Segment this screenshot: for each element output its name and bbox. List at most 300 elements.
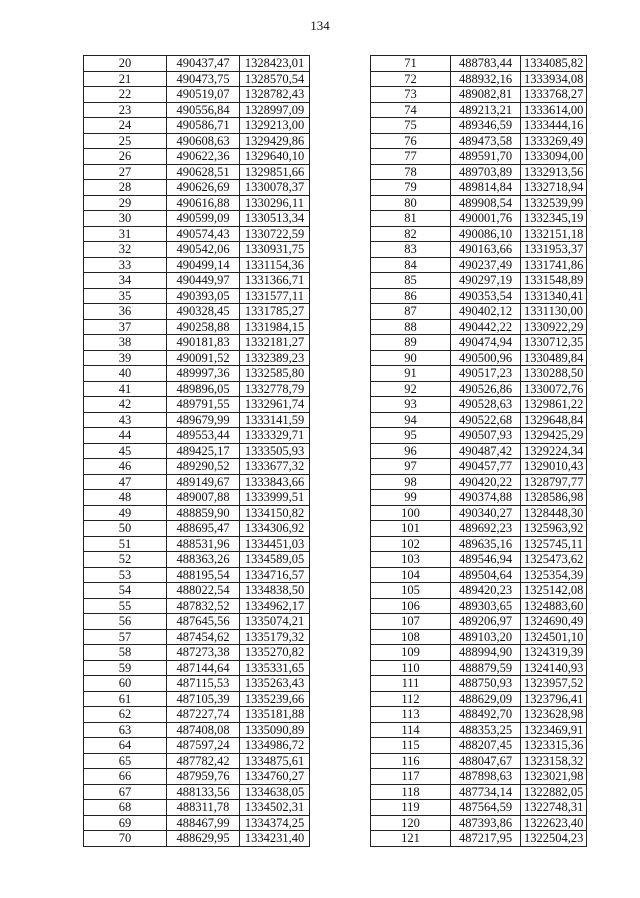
x-coordinate-cell: 488363,26 [167,552,240,568]
point-number-cell: 83 [371,242,451,258]
y-coordinate-cell: 1330072,76 [521,381,587,397]
point-number-cell: 120 [371,815,451,831]
y-coordinate-cell: 1334502,31 [240,800,310,816]
y-coordinate-cell: 1333329,71 [240,428,310,444]
table-row [84,831,310,847]
table-row [84,598,310,614]
y-coordinate-cell: 1323628,98 [521,707,587,723]
table-row [371,304,587,320]
table-row [371,118,587,134]
table-row [371,381,587,397]
point-number-cell: 81 [371,211,451,227]
x-coordinate-cell: 490181,83 [167,335,240,351]
x-coordinate-cell: 487227,74 [167,707,240,723]
y-coordinate-cell: 1330931,75 [240,242,310,258]
y-coordinate-cell: 1335181,88 [240,707,310,723]
point-number-cell: 77 [371,149,451,165]
y-coordinate-cell: 1333505,93 [240,443,310,459]
y-coordinate-cell: 1331340,41 [521,288,587,304]
point-number-cell: 71 [371,56,451,72]
x-coordinate-cell: 489007,88 [167,490,240,506]
table-row [84,660,310,676]
point-number-cell: 52 [84,552,167,568]
table-row [84,676,310,692]
x-coordinate-cell: 489896,05 [167,381,240,397]
table-row [84,319,310,335]
table-row [371,474,587,490]
x-coordinate-cell: 489103,20 [451,629,521,645]
x-coordinate-cell: 490086,10 [451,226,521,242]
y-coordinate-cell: 1328570,54 [240,71,310,87]
point-number-cell: 35 [84,288,167,304]
table-row [84,102,310,118]
table-row [371,56,587,72]
x-coordinate-cell: 489553,44 [167,428,240,444]
point-number-cell: 85 [371,273,451,289]
point-number-cell: 36 [84,304,167,320]
point-number-cell: 73 [371,87,451,103]
y-coordinate-cell: 1329429,86 [240,133,310,149]
y-coordinate-cell: 1329425,29 [521,428,587,444]
y-coordinate-cell: 1328797,77 [521,474,587,490]
x-coordinate-cell: 490519,07 [167,87,240,103]
y-coordinate-cell: 1335239,66 [240,691,310,707]
x-coordinate-cell: 487898,63 [451,769,521,785]
point-number-cell: 93 [371,397,451,413]
point-number-cell: 80 [371,195,451,211]
table-row [84,242,310,258]
y-coordinate-cell: 1333141,59 [240,412,310,428]
x-coordinate-cell: 489814,84 [451,180,521,196]
point-number-cell: 121 [371,831,451,847]
x-coordinate-cell: 487454,62 [167,629,240,645]
x-coordinate-cell: 489213,21 [451,102,521,118]
y-coordinate-cell: 1328423,01 [240,56,310,72]
y-coordinate-cell: 1324501,10 [521,629,587,645]
coordinates-table-right [370,55,587,847]
x-coordinate-cell: 489703,89 [451,164,521,180]
point-number-cell: 47 [84,474,167,490]
table-row [371,536,587,552]
point-number-cell: 105 [371,583,451,599]
table-row [371,800,587,816]
y-coordinate-cell: 1323315,36 [521,738,587,754]
point-number-cell: 112 [371,691,451,707]
y-coordinate-cell: 1331785,27 [240,304,310,320]
table-row [371,180,587,196]
point-number-cell: 62 [84,707,167,723]
x-coordinate-cell: 487645,56 [167,614,240,630]
point-number-cell: 34 [84,273,167,289]
table-row [371,567,587,583]
x-coordinate-cell: 489303,65 [451,598,521,614]
point-number-cell: 50 [84,521,167,537]
x-coordinate-cell: 490626,69 [167,180,240,196]
table-row [371,87,587,103]
x-coordinate-cell: 490526,86 [451,381,521,397]
x-coordinate-cell: 488750,93 [451,676,521,692]
y-coordinate-cell: 1334306,92 [240,521,310,537]
x-coordinate-cell: 487782,42 [167,753,240,769]
table-row [84,381,310,397]
x-coordinate-cell: 490437,47 [167,56,240,72]
x-coordinate-cell: 490616,88 [167,195,240,211]
table-row [84,257,310,273]
table-row [371,412,587,428]
table-row [371,443,587,459]
point-number-cell: 49 [84,505,167,521]
y-coordinate-cell: 1328586,98 [521,490,587,506]
point-number-cell: 68 [84,800,167,816]
point-number-cell: 110 [371,660,451,676]
x-coordinate-cell: 489997,36 [167,366,240,382]
point-number-cell: 30 [84,211,167,227]
x-coordinate-cell: 487564,59 [451,800,521,816]
y-coordinate-cell: 1331130,00 [521,304,587,320]
point-number-cell: 113 [371,707,451,723]
x-coordinate-cell: 487832,52 [167,598,240,614]
point-number-cell: 74 [371,102,451,118]
y-coordinate-cell: 1330722,59 [240,226,310,242]
y-coordinate-cell: 1333614,00 [521,102,587,118]
point-number-cell: 70 [84,831,167,847]
y-coordinate-cell: 1328782,43 [240,87,310,103]
point-number-cell: 25 [84,133,167,149]
point-number-cell: 59 [84,660,167,676]
x-coordinate-cell: 490499,14 [167,257,240,273]
table-row [84,521,310,537]
table-row [84,769,310,785]
x-coordinate-cell: 488133,56 [167,784,240,800]
y-coordinate-cell: 1332345,19 [521,211,587,227]
table-row [84,149,310,165]
point-number-cell: 53 [84,567,167,583]
y-coordinate-cell: 1330296,11 [240,195,310,211]
point-number-cell: 102 [371,536,451,552]
x-coordinate-cell: 488047,67 [451,753,521,769]
table-row [371,428,587,444]
y-coordinate-cell: 1330712,35 [521,335,587,351]
point-number-cell: 119 [371,800,451,816]
table-row [371,459,587,475]
point-number-cell: 95 [371,428,451,444]
point-number-cell: 39 [84,350,167,366]
x-coordinate-cell: 490473,75 [167,71,240,87]
point-number-cell: 48 [84,490,167,506]
table-row [84,567,310,583]
y-coordinate-cell: 1333444,16 [521,118,587,134]
table-row [371,226,587,242]
y-coordinate-cell: 1334231,40 [240,831,310,847]
table-row [371,598,587,614]
point-number-cell: 84 [371,257,451,273]
x-coordinate-cell: 490353,54 [451,288,521,304]
point-number-cell: 61 [84,691,167,707]
table-row [84,164,310,180]
x-coordinate-cell: 488022,54 [167,583,240,599]
point-number-cell: 94 [371,412,451,428]
x-coordinate-cell: 489908,54 [451,195,521,211]
y-coordinate-cell: 1333094,00 [521,149,587,165]
x-coordinate-cell: 488859,90 [167,505,240,521]
table-row [371,195,587,211]
point-number-cell: 44 [84,428,167,444]
x-coordinate-cell: 490442,22 [451,319,521,335]
x-coordinate-cell: 488994,90 [451,645,521,661]
point-number-cell: 109 [371,645,451,661]
point-number-cell: 43 [84,412,167,428]
table-row [84,583,310,599]
x-coordinate-cell: 488629,95 [167,831,240,847]
point-number-cell: 101 [371,521,451,537]
x-coordinate-cell: 489791,55 [167,397,240,413]
y-coordinate-cell: 1334150,82 [240,505,310,521]
y-coordinate-cell: 1331577,11 [240,288,310,304]
point-number-cell: 116 [371,753,451,769]
table-row [84,397,310,413]
table-row [371,288,587,304]
table-row [371,397,587,413]
y-coordinate-cell: 1334875,61 [240,753,310,769]
table-row [84,288,310,304]
y-coordinate-cell: 1324883,60 [521,598,587,614]
x-coordinate-cell: 490297,19 [451,273,521,289]
x-coordinate-cell: 490608,63 [167,133,240,149]
y-coordinate-cell: 1329851,66 [240,164,310,180]
table-row [371,645,587,661]
point-number-cell: 66 [84,769,167,785]
point-number-cell: 57 [84,629,167,645]
point-number-cell: 78 [371,164,451,180]
x-coordinate-cell: 489149,67 [167,474,240,490]
x-coordinate-cell: 489546,94 [451,552,521,568]
table-row [371,366,587,382]
y-coordinate-cell: 1334638,05 [240,784,310,800]
table-row [84,56,310,72]
x-coordinate-cell: 487144,64 [167,660,240,676]
x-coordinate-cell: 490628,51 [167,164,240,180]
x-coordinate-cell: 488353,25 [451,722,521,738]
table-row [84,707,310,723]
table-row [371,784,587,800]
x-coordinate-cell: 490449,97 [167,273,240,289]
table-row [371,211,587,227]
y-coordinate-cell: 1334451,03 [240,536,310,552]
table-row [371,273,587,289]
table-row [371,660,587,676]
point-number-cell: 27 [84,164,167,180]
table-row [371,707,587,723]
coordinates-table-left [83,55,310,847]
y-coordinate-cell: 1324140,93 [521,660,587,676]
x-coordinate-cell: 490599,09 [167,211,240,227]
table-row [371,614,587,630]
table-row [84,536,310,552]
point-number-cell: 106 [371,598,451,614]
point-number-cell: 115 [371,738,451,754]
table-row [84,629,310,645]
x-coordinate-cell: 490556,84 [167,102,240,118]
table-row [84,273,310,289]
point-number-cell: 82 [371,226,451,242]
y-coordinate-cell: 1335270,82 [240,645,310,661]
table-row [84,784,310,800]
table-row [371,335,587,351]
table-row [84,412,310,428]
table-row [84,753,310,769]
point-number-cell: 87 [371,304,451,320]
table-row [371,505,587,521]
point-number-cell: 33 [84,257,167,273]
y-coordinate-cell: 1332913,56 [521,164,587,180]
table-row [84,350,310,366]
point-number-cell: 64 [84,738,167,754]
x-coordinate-cell: 488531,96 [167,536,240,552]
y-coordinate-cell: 1323957,52 [521,676,587,692]
table-row [84,180,310,196]
x-coordinate-cell: 490420,22 [451,474,521,490]
x-coordinate-cell: 487115,53 [167,676,240,692]
table-row [84,226,310,242]
y-coordinate-cell: 1335090,89 [240,722,310,738]
x-coordinate-cell: 489290,52 [167,459,240,475]
table-row [84,614,310,630]
y-coordinate-cell: 1324319,39 [521,645,587,661]
y-coordinate-cell: 1331154,36 [240,257,310,273]
point-number-cell: 88 [371,319,451,335]
table-row [84,505,310,521]
y-coordinate-cell: 1332539,99 [521,195,587,211]
y-coordinate-cell: 1332585,80 [240,366,310,382]
x-coordinate-cell: 490507,93 [451,428,521,444]
table-row [84,815,310,831]
y-coordinate-cell: 1334085,82 [521,56,587,72]
y-coordinate-cell: 1322882,05 [521,784,587,800]
point-number-cell: 76 [371,133,451,149]
x-coordinate-cell: 490457,77 [451,459,521,475]
table-row [84,691,310,707]
y-coordinate-cell: 1331548,89 [521,273,587,289]
table-row [84,335,310,351]
x-coordinate-cell: 487597,24 [167,738,240,754]
point-number-cell: 92 [371,381,451,397]
x-coordinate-cell: 490258,88 [167,319,240,335]
x-coordinate-cell: 488879,59 [451,660,521,676]
y-coordinate-cell: 1325745,11 [521,536,587,552]
y-coordinate-cell: 1330513,34 [240,211,310,227]
x-coordinate-cell: 489346,59 [451,118,521,134]
y-coordinate-cell: 1335179,32 [240,629,310,645]
y-coordinate-cell: 1330288,50 [521,366,587,382]
y-coordinate-cell: 1332181,27 [240,335,310,351]
y-coordinate-cell: 1331366,71 [240,273,310,289]
y-coordinate-cell: 1333269,49 [521,133,587,149]
y-coordinate-cell: 1322623,40 [521,815,587,831]
table-row [371,257,587,273]
point-number-cell: 60 [84,676,167,692]
x-coordinate-cell: 490522,68 [451,412,521,428]
y-coordinate-cell: 1334374,25 [240,815,310,831]
y-coordinate-cell: 1330489,84 [521,350,587,366]
y-coordinate-cell: 1329648,84 [521,412,587,428]
y-coordinate-cell: 1334760,27 [240,769,310,785]
x-coordinate-cell: 490474,94 [451,335,521,351]
x-coordinate-cell: 489420,23 [451,583,521,599]
point-number-cell: 111 [371,676,451,692]
x-coordinate-cell: 487734,14 [451,784,521,800]
table-row [84,118,310,134]
point-number-cell: 56 [84,614,167,630]
table-row [371,753,587,769]
point-number-cell: 99 [371,490,451,506]
point-number-cell: 79 [371,180,451,196]
x-coordinate-cell: 490091,52 [167,350,240,366]
point-number-cell: 72 [371,71,451,87]
table-row [371,350,587,366]
y-coordinate-cell: 1331741,86 [521,257,587,273]
y-coordinate-cell: 1331953,37 [521,242,587,258]
y-coordinate-cell: 1333677,32 [240,459,310,475]
point-number-cell: 118 [371,784,451,800]
point-number-cell: 98 [371,474,451,490]
table-row [371,815,587,831]
x-coordinate-cell: 490574,43 [167,226,240,242]
point-number-cell: 58 [84,645,167,661]
x-coordinate-cell: 490500,96 [451,350,521,366]
table-row [84,645,310,661]
x-coordinate-cell: 488207,45 [451,738,521,754]
table-row [84,366,310,382]
table-row [371,164,587,180]
y-coordinate-cell: 1329640,10 [240,149,310,165]
point-number-cell: 54 [84,583,167,599]
y-coordinate-cell: 1323021,98 [521,769,587,785]
x-coordinate-cell: 490487,42 [451,443,521,459]
y-coordinate-cell: 1323796,41 [521,691,587,707]
table-row [84,428,310,444]
table-row [84,87,310,103]
y-coordinate-cell: 1325354,39 [521,567,587,583]
table-row [371,490,587,506]
x-coordinate-cell: 490328,45 [167,304,240,320]
x-coordinate-cell: 489635,16 [451,536,521,552]
y-coordinate-cell: 1325473,62 [521,552,587,568]
table-row [371,133,587,149]
y-coordinate-cell: 1335263,43 [240,676,310,692]
point-number-cell: 55 [84,598,167,614]
x-coordinate-cell: 488467,99 [167,815,240,831]
point-number-cell: 108 [371,629,451,645]
x-coordinate-cell: 489692,23 [451,521,521,537]
x-coordinate-cell: 488195,54 [167,567,240,583]
x-coordinate-cell: 487393,86 [451,815,521,831]
point-number-cell: 51 [84,536,167,552]
table-row [84,490,310,506]
x-coordinate-cell: 488695,47 [167,521,240,537]
x-coordinate-cell: 490517,23 [451,366,521,382]
point-number-cell: 65 [84,753,167,769]
y-coordinate-cell: 1334986,72 [240,738,310,754]
table-row [371,722,587,738]
y-coordinate-cell: 1334716,57 [240,567,310,583]
table-row [371,319,587,335]
point-number-cell: 22 [84,87,167,103]
table-row [371,583,587,599]
y-coordinate-cell: 1322504,23 [521,831,587,847]
y-coordinate-cell: 1324690,49 [521,614,587,630]
point-number-cell: 40 [84,366,167,382]
x-coordinate-cell: 489504,64 [451,567,521,583]
